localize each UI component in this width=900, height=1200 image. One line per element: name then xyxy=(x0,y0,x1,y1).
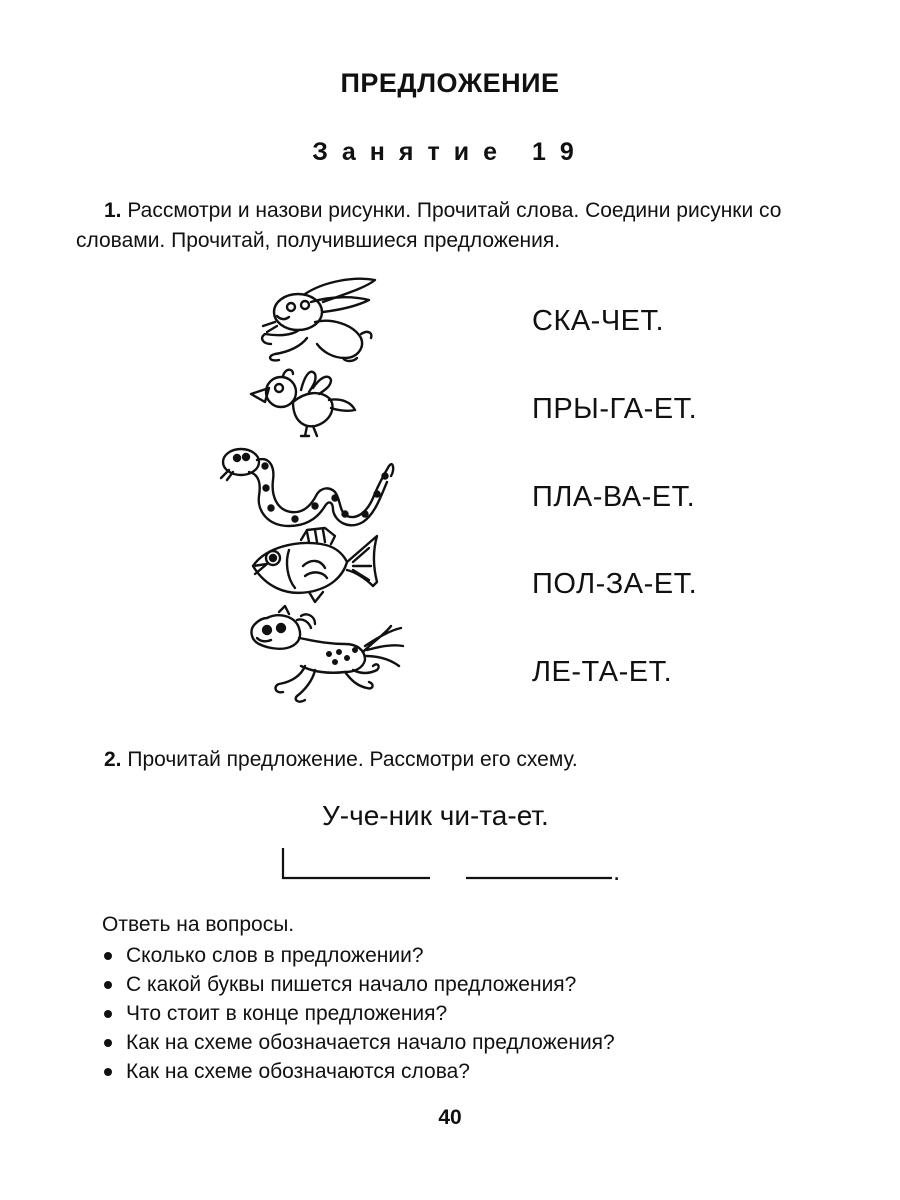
task-1-number: 1. xyxy=(104,199,122,222)
snake-icon xyxy=(219,440,397,530)
bullet-icon xyxy=(104,952,112,960)
list-item xyxy=(102,941,615,970)
question-text: Что стоит в конце предложения? xyxy=(126,1002,448,1025)
schema-first-word-line xyxy=(283,848,430,878)
page-number: 40 xyxy=(438,1106,462,1129)
question-text: Как на схеме обозначаются слова? xyxy=(126,1060,470,1083)
schema-end-mark: . xyxy=(613,856,621,886)
rabbit-icon xyxy=(253,274,381,364)
question-text: Как на схеме обозначается начало предложения? xyxy=(126,1031,615,1054)
word-1: СКА-ЧЕТ. xyxy=(532,305,665,337)
list-item xyxy=(102,970,615,999)
word-3: ПЛА-ВА-ЕТ. xyxy=(532,481,696,513)
bullet-icon xyxy=(104,1068,112,1076)
page-title: ПРЕДЛОЖЕНИЕ xyxy=(340,68,560,98)
task-2-instruction xyxy=(76,745,836,775)
task-2-text: Прочитай предложение. Рассмотри его схему. xyxy=(127,748,578,771)
list-item xyxy=(102,1057,615,1086)
task-1-instruction xyxy=(76,196,836,256)
sentence-schema xyxy=(280,846,630,886)
question-text: Сколько слов в предложении? xyxy=(126,944,424,967)
word-2: ПРЫ-ГА-ЕТ. xyxy=(532,393,698,425)
questions-list xyxy=(102,941,615,1086)
question-text: С какой буквы пишется начало предложения? xyxy=(126,973,577,996)
word-5: ЛЕ-ТА-ЕТ. xyxy=(532,656,673,688)
example-sentence: У-че-ник чи-та-ет. xyxy=(322,800,549,831)
task-2-number: 2. xyxy=(104,748,122,771)
list-item xyxy=(102,1028,615,1057)
list-item xyxy=(102,999,615,1028)
lesson-title: Занятие 19 xyxy=(312,138,588,166)
task-1-text: Рассмотри и назови рисунки. Прочитай слова. Соедини рисунки со словами. Прочитай, получившиеся предложения. xyxy=(76,199,782,252)
word-4: ПОЛ-ЗА-ЕТ. xyxy=(532,568,698,600)
bullet-icon xyxy=(104,981,112,989)
horse-icon xyxy=(245,604,405,704)
bullet-icon xyxy=(104,1039,112,1047)
questions-intro: Ответь на вопросы. xyxy=(102,913,295,936)
bird-icon xyxy=(249,366,357,438)
fish-icon xyxy=(245,526,385,606)
bullet-icon xyxy=(104,1010,112,1018)
